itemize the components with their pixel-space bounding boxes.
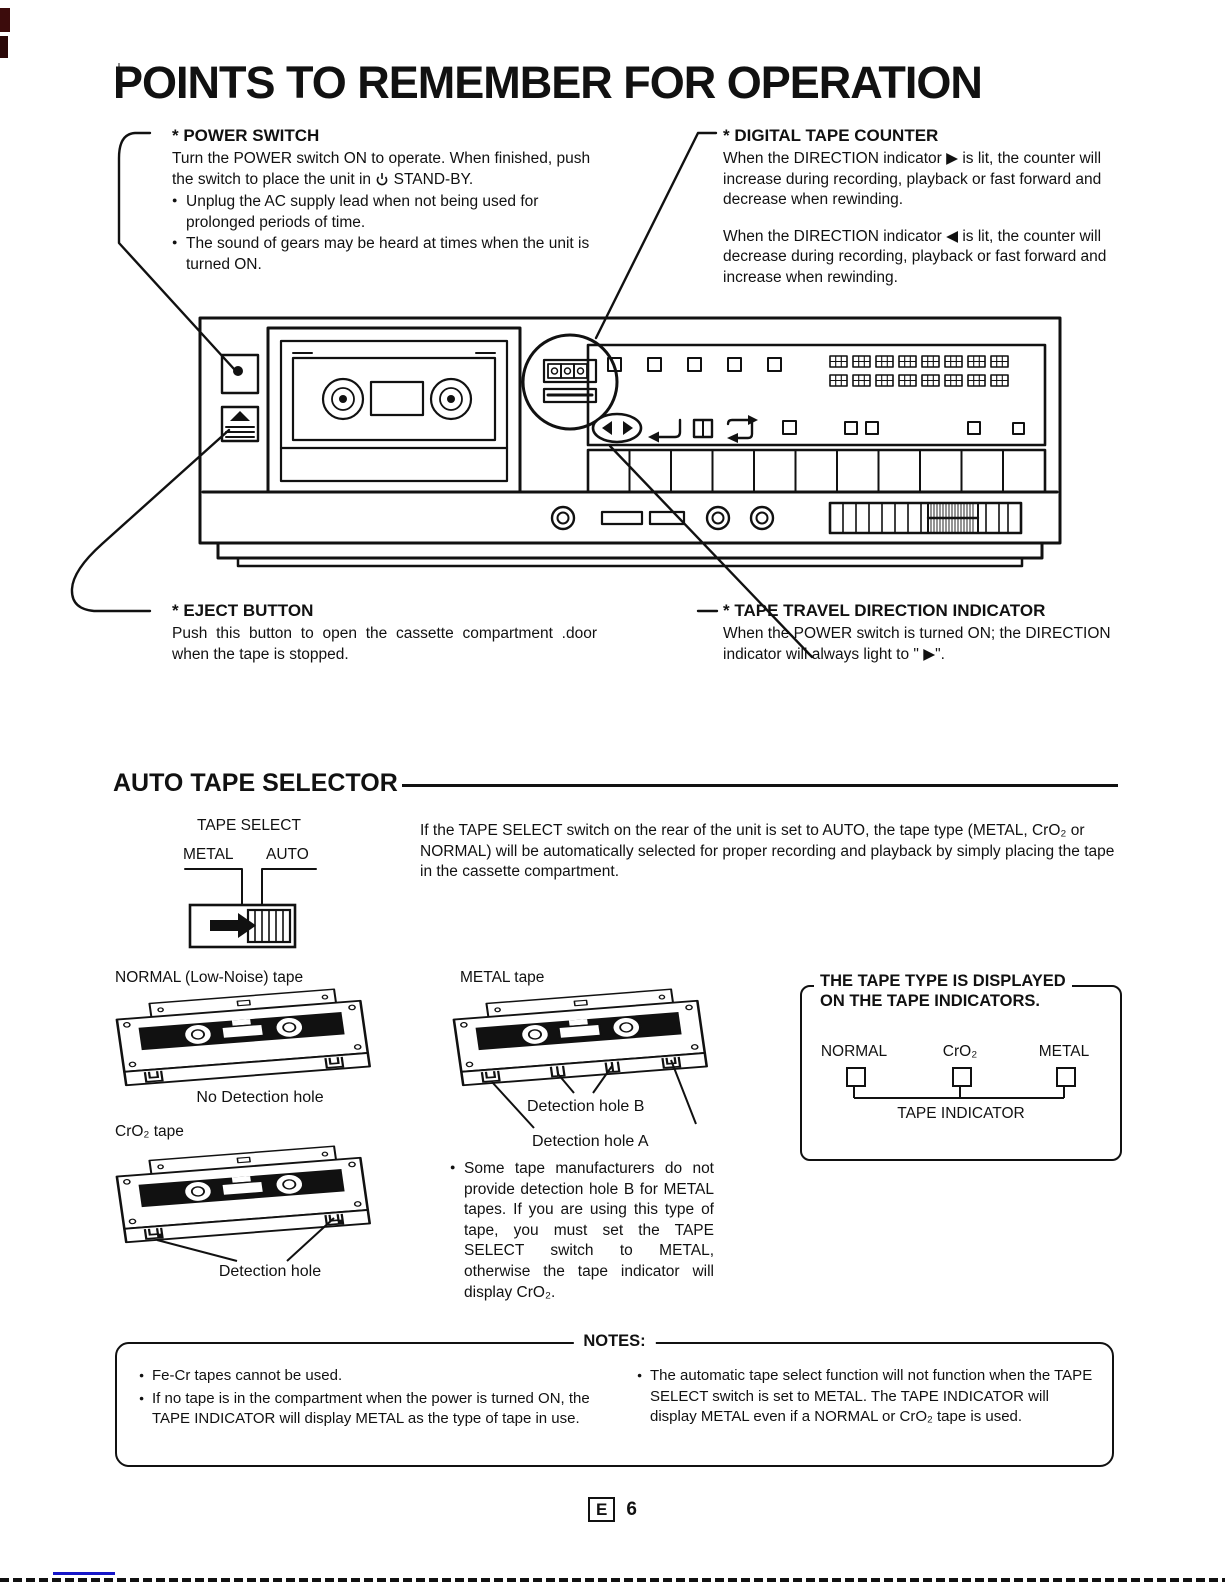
section-rule bbox=[402, 784, 1118, 787]
tape-travel-heading: * TAPE TRAVEL DIRECTION INDICATOR bbox=[723, 601, 1046, 620]
metal-indicator-label: METAL bbox=[1038, 1043, 1090, 1060]
eject-button bbox=[222, 407, 258, 441]
lower-controls bbox=[552, 503, 1021, 533]
standby-power-icon bbox=[375, 171, 389, 188]
eject-body: Push this button to open the cassette compartment .door when the tape is stopped. bbox=[172, 625, 597, 663]
slider-fader bbox=[830, 503, 1021, 533]
tape-select-auto-label: AUTO bbox=[266, 846, 309, 863]
eject-icon bbox=[230, 411, 250, 421]
bullet-item: ● The sound of gears may be heard at times when the unit is turned ON. bbox=[172, 234, 602, 275]
normal-tape-illustration bbox=[115, 986, 377, 1090]
eject-heading: * EJECT BUTTON bbox=[172, 601, 314, 620]
direction-left-icon bbox=[602, 421, 612, 435]
eject-button-section bbox=[172, 601, 597, 665]
callout-dot bbox=[233, 366, 243, 376]
notes-right-column bbox=[637, 1366, 1099, 1430]
tape-travel-section bbox=[723, 601, 1153, 665]
page-number: 6 bbox=[626, 1499, 637, 1520]
page-title: POINTS TO REMEMBER FOR OPERATION bbox=[113, 57, 982, 108]
tape-indicator-caption: TAPE INDICATOR bbox=[897, 1105, 1025, 1122]
note-item: ● Fe-Cr tapes cannot be used. bbox=[139, 1366, 617, 1387]
scan-artifact bbox=[0, 8, 10, 32]
memory-icon bbox=[694, 420, 712, 437]
counter-para1: When the DIRECTION indicator ▶ is lit, the counter will increase during recording, playback or fast forward and decrease when rewinding. bbox=[723, 150, 1102, 209]
deck-body bbox=[200, 318, 1060, 543]
direction-right-icon bbox=[623, 421, 633, 435]
power-switch-button bbox=[222, 355, 258, 393]
display-panel bbox=[588, 345, 1045, 445]
tape-travel-body: When the POWER switch is turned ON; the DIRECTION indicator will always light to " ▶". bbox=[723, 625, 1111, 663]
level-meter-segments bbox=[830, 356, 1008, 386]
mode-icons bbox=[648, 415, 758, 443]
cro2-indicator-lamp bbox=[952, 1067, 972, 1087]
counter-callout-line bbox=[596, 133, 716, 338]
indicator-bracket bbox=[802, 1087, 1120, 1103]
power-switch-bullets bbox=[172, 192, 602, 275]
power-switch-heading: * POWER SWITCH bbox=[172, 126, 320, 145]
tape-select-switch bbox=[190, 905, 295, 947]
bullet-item: ● Unplug the AC supply lead when not being used for prolonged periods of time. bbox=[172, 192, 602, 233]
counter-reset-button bbox=[544, 389, 596, 402]
metal-indicator-lamp bbox=[1056, 1067, 1076, 1087]
transport-buttons bbox=[588, 450, 1045, 492]
cro2-tape-illustration bbox=[115, 1143, 377, 1265]
knob bbox=[552, 507, 574, 529]
scan-edge-dashed-line bbox=[0, 1578, 1225, 1582]
digital-tape-counter-section bbox=[723, 126, 1148, 289]
power-switch-section: * POWER SWITCH Turn the POWER switch ON to operate. When finished, push the switch to place the unit in STAND-BY. ● Unplug the AC supply lead when not being used for prolonged periods of time. ● The sound of gears may be heard at times when the unit is turned ON. bbox=[172, 126, 602, 276]
scan-artifact bbox=[0, 36, 8, 58]
notes-left-column bbox=[139, 1366, 617, 1432]
direction-indicator bbox=[593, 414, 641, 442]
metal-detection-hole-a-caption: Detection hole A bbox=[532, 1133, 649, 1150]
normal-tape-caption: No Detection hole bbox=[196, 1089, 324, 1106]
loop-arrow-icon bbox=[648, 432, 659, 443]
tape-indicator-box-heading: THE TAPE TYPE IS DISPLAYED ON THE TAPE INDICATORS. bbox=[814, 971, 1072, 1011]
page-footer bbox=[0, 1497, 1225, 1522]
cro2-tape-label: CrO₂ tape bbox=[115, 1123, 184, 1140]
counter-heading: * DIGITAL TAPE COUNTER bbox=[723, 126, 939, 145]
indicator-squares bbox=[783, 421, 1024, 434]
cro2-indicator-label: CrO₂ bbox=[942, 1043, 978, 1060]
digital-tape-counter bbox=[523, 335, 617, 429]
deck-base bbox=[218, 543, 1042, 558]
auto-tape-selector-heading: AUTO TAPE SELECTOR bbox=[113, 769, 398, 797]
tape-select-switch-diagram bbox=[150, 863, 370, 955]
metal-detection-hole-b-caption: Detection hole B bbox=[527, 1098, 645, 1115]
tape-select-label: TAPE SELECT bbox=[197, 817, 301, 834]
counter-para2: When the DIRECTION indicator ◀ is lit, the counter will decrease during recording, playback or fast forward and increase when rewinding. bbox=[723, 227, 1107, 287]
eject-callout-line bbox=[72, 430, 229, 611]
switch-arrow-icon bbox=[210, 920, 238, 931]
note-item: ● If no tape is in the compartment when the power is turned ON, the TAPE INDICATOR will display METAL as the type of tape in use. bbox=[139, 1389, 617, 1430]
repeat-icon bbox=[728, 420, 752, 438]
bullet-item: ● Some tape manufacturers do not provide detection hole B for METAL tapes. If you are using this type of tape, you must set the TAPE SELECT switch to METAL, otherwise the tape indicator will display CrO₂. bbox=[450, 1159, 714, 1303]
metal-tape-note bbox=[450, 1158, 714, 1303]
power-switch-body: Turn the POWER switch ON to operate. When finished, push the switch to place the unit in bbox=[172, 150, 591, 188]
cassette-door bbox=[268, 328, 520, 492]
normal-indicator-label: NORMAL bbox=[820, 1043, 888, 1060]
cro2-tape-caption: Detection hole bbox=[218, 1263, 322, 1280]
tape-select-metal-label: METAL bbox=[183, 846, 234, 863]
note-item: ● The automatic tape select function will not function when the TAPE SELECT switch is set to METAL. The TAPE INDICATOR will display METAL even if a NORMAL or CrO₂ tape is used. bbox=[637, 1366, 1099, 1428]
normal-tape-label: NORMAL (Low-Noise) tape bbox=[115, 969, 304, 986]
tape-indicator-box bbox=[800, 972, 1122, 1161]
footer-letter-badge: E bbox=[588, 1497, 615, 1522]
metal-tape-label: METAL tape bbox=[460, 969, 545, 986]
knob bbox=[707, 507, 729, 529]
knob bbox=[751, 507, 773, 529]
notes-heading: NOTES: bbox=[573, 1332, 655, 1351]
scan-artifact-blue-line bbox=[53, 1572, 115, 1575]
notes-box bbox=[115, 1332, 1114, 1467]
auto-tape-selector-intro: If the TAPE SELECT switch on the rear of the unit is set to AUTO, the tape type (METAL, CrO₂ or NORMAL) will be automatically selected for proper recording and playback by simply placing the tape in the cassette compartment. bbox=[420, 822, 1115, 881]
normal-indicator-lamp bbox=[846, 1067, 866, 1087]
